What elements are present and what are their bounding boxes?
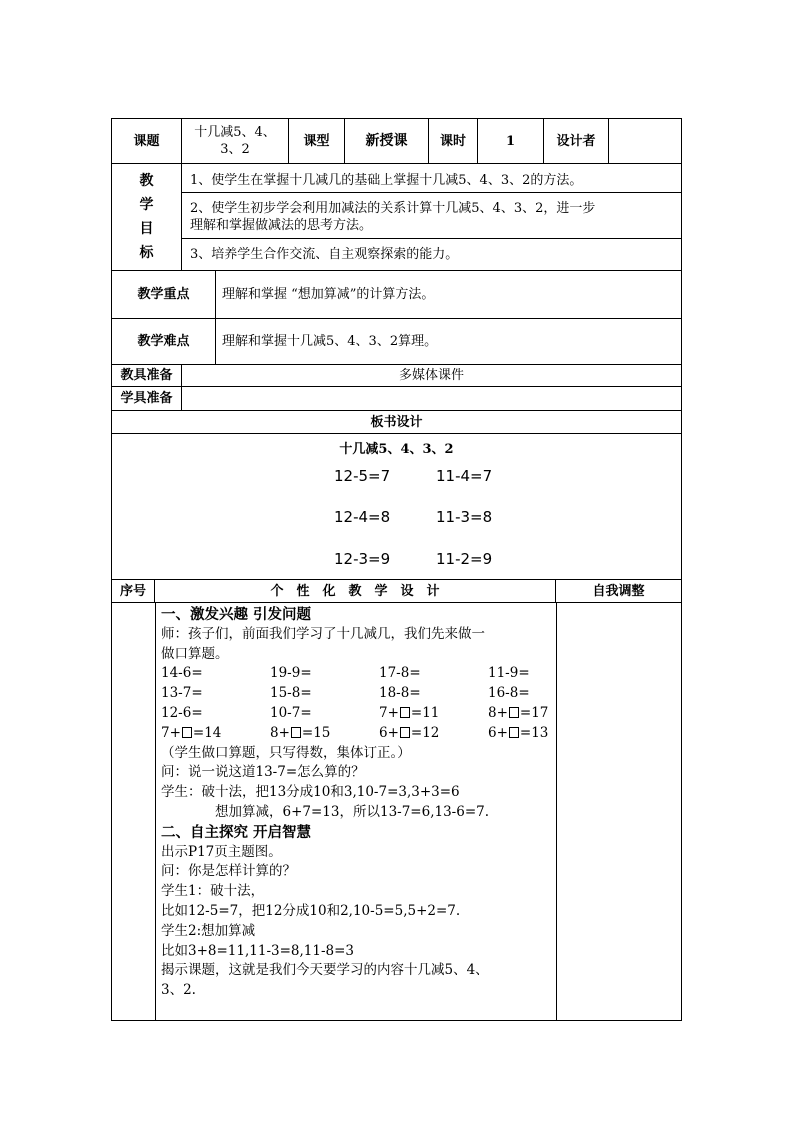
exercise-part: 6+ xyxy=(488,724,508,741)
text-line: 做口算题。 xyxy=(161,645,229,662)
exercise-row xyxy=(161,664,556,684)
key-point-row xyxy=(112,271,681,319)
exercise: 19-9= xyxy=(270,665,312,682)
exercise-part: 6+ xyxy=(379,724,399,741)
exercise: 14-6= xyxy=(161,665,203,682)
section-title: 一、激发兴趣 引发问题 xyxy=(161,606,312,623)
goals-label-char: 学 xyxy=(139,197,154,213)
exercise xyxy=(161,724,270,744)
exercise: 12-6= xyxy=(161,704,203,721)
board-equation: 11-3=8 xyxy=(436,508,493,526)
board-equation: 12-4=8 xyxy=(334,508,391,526)
text-line: 比如3+8=11,11-3=8,11-8=3 xyxy=(161,942,355,959)
board-equation: 12-3=9 xyxy=(334,550,391,568)
exercise: 17-8= xyxy=(379,665,421,682)
goals-label-char: 目 xyxy=(139,221,154,237)
goals-label-char: 教 xyxy=(139,173,154,189)
text-line: 问：你是怎样计算的？ xyxy=(161,863,296,880)
topic-line2: 3、2 xyxy=(220,142,250,157)
board-label-row xyxy=(112,411,681,434)
design-content xyxy=(161,605,556,1001)
period-value: 1 xyxy=(478,119,544,163)
text-line: 问：说一说这道13-7=怎么算的？ xyxy=(161,764,365,781)
blank-box xyxy=(400,707,410,718)
text-line: 3、2. xyxy=(161,982,196,999)
board-title: 十几减5、4、3、2 xyxy=(339,442,454,457)
text-line: 学生1：破十法， xyxy=(161,883,265,900)
exercise-part: 7+ xyxy=(379,704,399,721)
period-label: 课时 xyxy=(429,119,478,163)
adjust-label: 自我调整 xyxy=(592,583,645,599)
key-point-label: 教学重点 xyxy=(112,271,216,318)
exercise-part: 7+ xyxy=(161,724,181,741)
no-column xyxy=(155,603,156,1020)
design-label: 个 性 化 教 学 设 计 xyxy=(155,580,556,602)
blank-box xyxy=(291,727,301,738)
exercise-part: =11 xyxy=(410,704,440,721)
text-line: 师：孩子们，前面我们学习了十几减几，我们先来做一 xyxy=(161,625,485,642)
blank-box xyxy=(509,707,519,718)
exercise-part: =13 xyxy=(519,724,549,741)
exercise xyxy=(270,724,379,744)
section-title: 二、自主探究 开启智慧 xyxy=(161,823,312,841)
difficulty-row xyxy=(112,319,681,365)
blank-box xyxy=(182,727,192,738)
goals-label xyxy=(112,164,182,270)
teaching-aids-label: 教具准备 xyxy=(112,365,182,386)
exercise: 15-8= xyxy=(270,685,312,702)
board-equation: 12-5=7 xyxy=(334,467,391,485)
text-line: 揭示课题，这就是我们今天要学习的内容十几减5、4、 xyxy=(161,962,489,979)
topic-value xyxy=(182,119,289,163)
topic-line1: 十几减5、4、 xyxy=(194,125,276,140)
goals-row xyxy=(112,164,681,271)
exercise xyxy=(379,724,488,744)
text-line: 比如12-5=7，把12分成10和2,10-5=5,5+2=7. xyxy=(161,902,461,919)
board-equation: 11-2=9 xyxy=(436,550,493,568)
exercise: 10-7= xyxy=(270,704,312,721)
goal-item-3: 3、培养学生合作交流、自主观察探索的能力。 xyxy=(190,247,459,262)
exercise-part: =15 xyxy=(301,724,331,741)
key-point-value: 理解和掌握 “想加算减”的计算方法。 xyxy=(222,287,435,302)
goal-divider xyxy=(182,192,681,193)
exercise-part: =12 xyxy=(410,724,440,741)
exercise: 13-7= xyxy=(161,685,203,702)
goals-label-char: 标 xyxy=(139,245,154,261)
designer-label: 设计者 xyxy=(544,119,609,163)
header-row xyxy=(112,119,681,164)
text-line: 学生：破十法，把13分成10和3,10-7=3,3+3=6 xyxy=(161,784,460,801)
design-content-row xyxy=(112,603,681,1020)
blank-box xyxy=(400,727,410,738)
teaching-aids-value: 多媒体课件 xyxy=(398,368,464,383)
student-aids-row xyxy=(112,387,681,411)
goal-item-2: 2、使学生初步学会利用加减法的关系计算十几减5、4、3、2，进一步 xyxy=(190,201,596,216)
exercise-part: 8+ xyxy=(270,724,290,741)
exercise xyxy=(488,724,597,744)
exercise: 11-9= xyxy=(488,665,530,682)
exercise-part: =17 xyxy=(519,704,549,721)
no-label: 序号 xyxy=(112,580,155,602)
exercise-part: 8+ xyxy=(488,704,508,721)
exercise: 18-8= xyxy=(379,685,421,702)
text-line: 想加算减，6+7=13，所以13-7=6,13-6=7. xyxy=(215,803,490,820)
exercise xyxy=(488,704,597,724)
lesson-plan-table xyxy=(111,118,682,1021)
board-content-row xyxy=(112,434,681,580)
exercise-row xyxy=(161,684,556,704)
difficulty-value: 理解和掌握十几减5、4、3、2算理。 xyxy=(222,334,438,349)
designer-value xyxy=(609,119,681,163)
exercise-row xyxy=(161,724,556,744)
text-line: 出示P17页主题图。 xyxy=(161,843,282,860)
text-line: （学生做口算题，只写得数，集体订正。） xyxy=(161,744,411,761)
exercise-part: =14 xyxy=(192,724,222,741)
goal-item-1: 1、使学生在掌握十几减几的基础上掌握十几减5、4、3、2的方法。 xyxy=(190,173,583,188)
goal-divider xyxy=(182,238,681,239)
type-value: 新授课 xyxy=(345,119,429,163)
student-aids-value xyxy=(182,387,681,410)
blank-box xyxy=(509,727,519,738)
goal-item-2-cont: 理解和掌握做减法的思考方法。 xyxy=(190,218,373,233)
board-equation: 11-4=7 xyxy=(436,467,493,485)
board-label: 板书设计 xyxy=(370,414,423,430)
exercise-row xyxy=(161,704,556,724)
exercise xyxy=(379,704,488,724)
text-line: 学生2:想加算减 xyxy=(161,922,256,939)
exercise: 16-8= xyxy=(488,685,530,702)
student-aids-label: 学具准备 xyxy=(112,387,182,410)
difficulty-label: 教学难点 xyxy=(112,319,216,364)
teaching-aids-row xyxy=(112,365,681,387)
topic-label: 课题 xyxy=(112,119,182,163)
type-label: 课型 xyxy=(289,119,345,163)
design-header-row xyxy=(112,580,681,603)
